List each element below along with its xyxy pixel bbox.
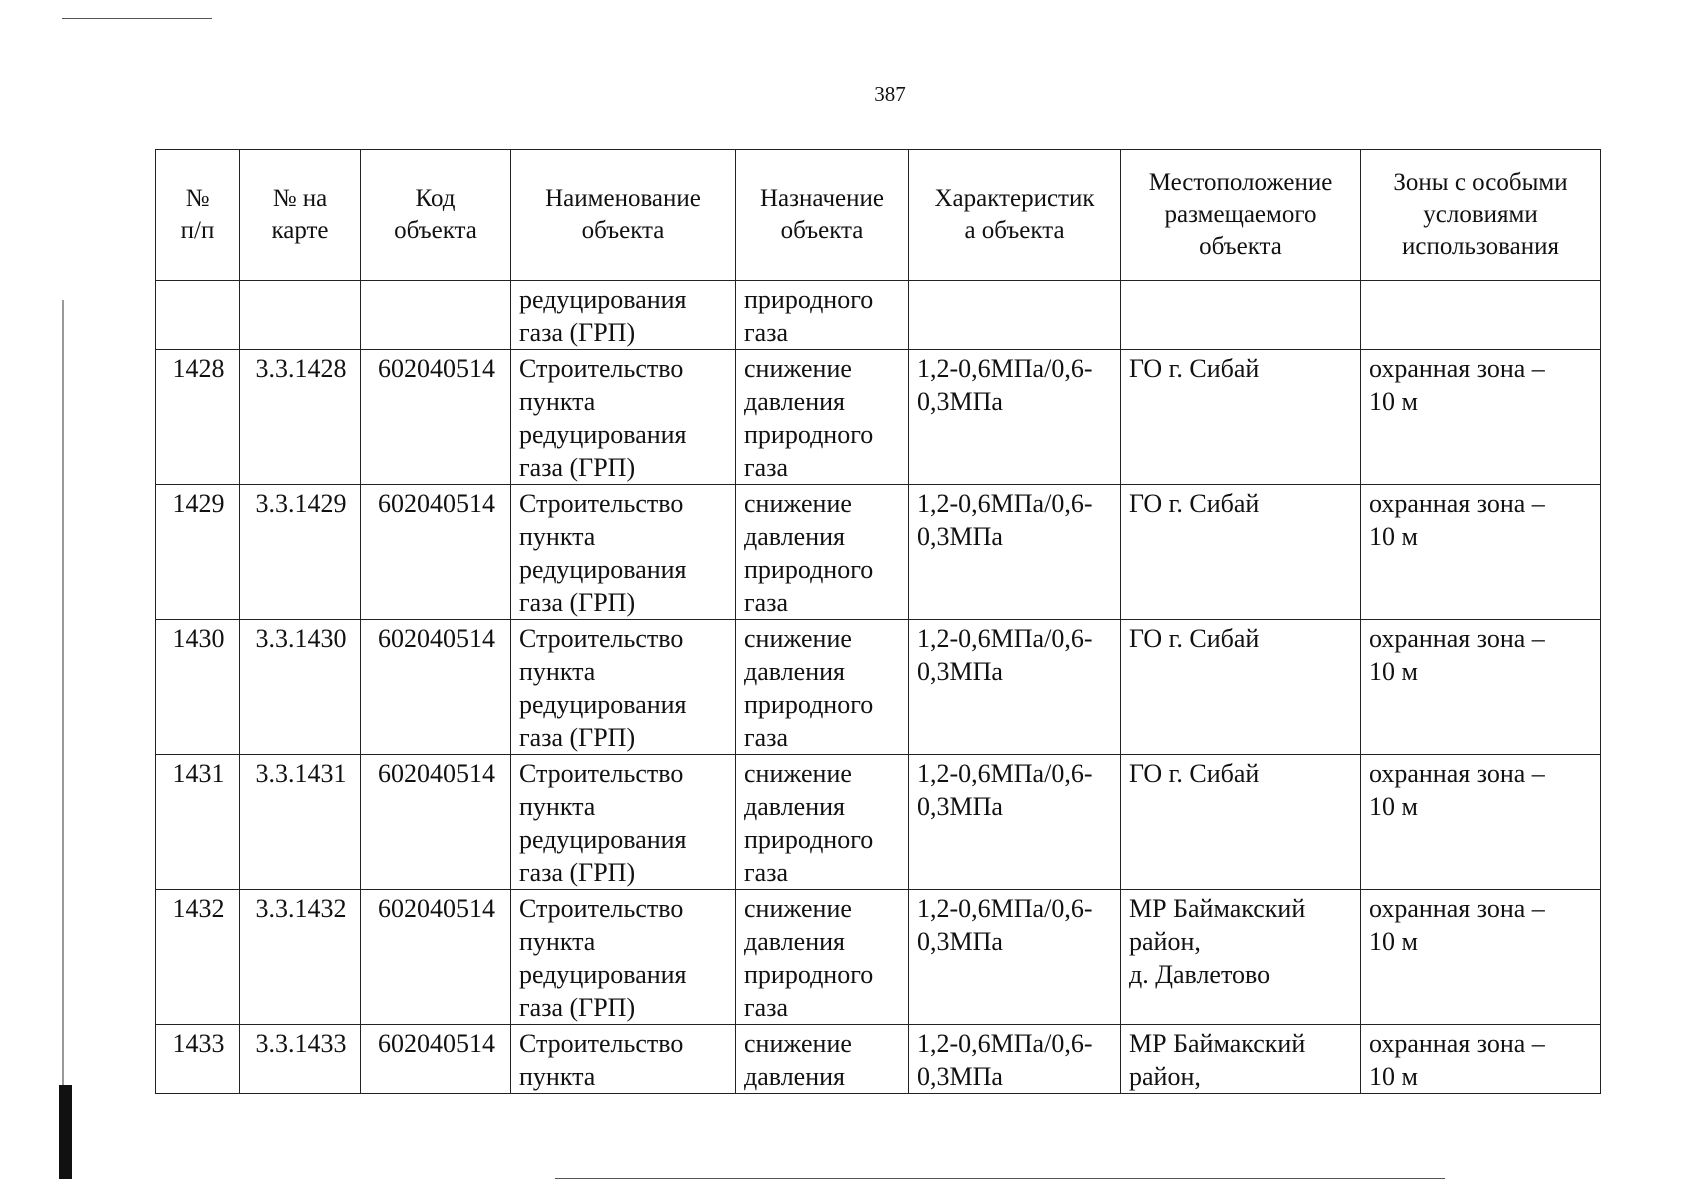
cell-line: редуцирования <box>519 960 687 989</box>
scan-edge-line <box>62 18 212 19</box>
cell-line: природного <box>744 285 874 314</box>
cell-number: 1429 <box>156 485 240 620</box>
header-line: объекта <box>780 217 864 244</box>
cell-line: газа <box>744 318 789 347</box>
cell-line: природного <box>744 420 874 449</box>
cell-location <box>1121 281 1361 350</box>
header-object-purpose <box>736 150 909 281</box>
cell-line: Строительство <box>519 894 684 923</box>
header-line: Зоны с особыми <box>1393 169 1568 196</box>
cell-line: природного <box>744 690 874 719</box>
cell-line: природного <box>744 825 874 854</box>
table-row <box>156 350 1601 485</box>
header-line: № <box>185 185 210 212</box>
cell-line: 0,3МПа <box>917 927 1003 956</box>
cell-line: ГО г. Сибай <box>1129 489 1260 518</box>
cell-location <box>1121 1025 1361 1094</box>
cell-line: Строительство <box>519 354 684 383</box>
cell-characteristic <box>909 755 1121 890</box>
cell-line: пункта <box>519 927 596 956</box>
cell-zone <box>1361 755 1601 890</box>
header-line: карте <box>271 217 329 244</box>
cell-zone <box>1361 485 1601 620</box>
cell-line: 1,2-0,6МПа/0,6- <box>917 759 1093 788</box>
cell-line: 10 м <box>1369 657 1418 686</box>
cell-zone <box>1361 620 1601 755</box>
cell-line: снижение <box>744 894 852 923</box>
cell-line: газа (ГРП) <box>519 993 636 1022</box>
cell-purpose <box>736 350 909 485</box>
cell-characteristic <box>909 281 1121 350</box>
cell-name <box>511 755 736 890</box>
cell-line: снижение <box>744 489 852 518</box>
cell-zone <box>1361 350 1601 485</box>
cell-line: снижение <box>744 354 852 383</box>
cell-line: МР Баймакский <box>1129 894 1306 923</box>
cell-line: 1,2-0,6МПа/0,6- <box>917 894 1093 923</box>
cell-line: редуцирования <box>519 420 687 449</box>
cell-line: 10 м <box>1369 387 1418 416</box>
cell-line: Строительство <box>519 624 684 653</box>
cell-location <box>1121 485 1361 620</box>
cell-line: давления <box>744 522 846 551</box>
cell-line: пункта <box>519 387 596 416</box>
cell-code: 602040514 <box>361 1025 511 1094</box>
cell-line: Строительство <box>519 759 684 788</box>
header-line: Характеристик <box>934 185 1095 212</box>
table-header-row <box>156 150 1601 281</box>
header-line: Наименование <box>545 185 701 212</box>
cell-line: газа <box>744 588 789 617</box>
cell-number: 1431 <box>156 755 240 890</box>
header-line: Местоположение <box>1148 169 1333 196</box>
cell-line: редуцирования <box>519 555 687 584</box>
cell-line: природного <box>744 960 874 989</box>
header-object-code <box>361 150 511 281</box>
header-line: объекта <box>581 217 665 244</box>
cell-line: 0,3МПа <box>917 522 1003 551</box>
cell-purpose <box>736 1025 909 1094</box>
cell-purpose <box>736 620 909 755</box>
cell-line: ГО г. Сибай <box>1129 759 1260 788</box>
header-line: п/п <box>180 217 215 244</box>
cell-number: 1430 <box>156 620 240 755</box>
cell-line: охранная зона – <box>1369 489 1545 518</box>
cell-line: район, <box>1129 1062 1201 1091</box>
header-line: использования <box>1402 233 1559 260</box>
cell-zone <box>1361 281 1601 350</box>
cell-line: ГО г. Сибай <box>1129 354 1260 383</box>
cell-number: 1433 <box>156 1025 240 1094</box>
cell-line: пункта <box>519 792 596 821</box>
cell-code <box>361 281 511 350</box>
cell-line: 10 м <box>1369 522 1418 551</box>
cell-line: редуцирования <box>519 690 687 719</box>
cell-location <box>1121 350 1361 485</box>
cell-line: охранная зона – <box>1369 1029 1545 1058</box>
table-row <box>156 485 1601 620</box>
cell-name <box>511 281 736 350</box>
cell-line: Строительство <box>519 1029 684 1058</box>
cell-line: 1,2-0,6МПа/0,6- <box>917 624 1093 653</box>
bottom-rule <box>555 1178 1445 1179</box>
header-object-characteristic <box>909 150 1121 281</box>
cell-characteristic <box>909 890 1121 1025</box>
header-special-zones <box>1361 150 1601 281</box>
cell-line: охранная зона – <box>1369 354 1545 383</box>
cell-zone <box>1361 1025 1601 1094</box>
cell-purpose <box>736 890 909 1025</box>
cell-line: снижение <box>744 1029 852 1058</box>
cell-line: 1,2-0,6МПа/0,6- <box>917 354 1093 383</box>
cell-code: 602040514 <box>361 350 511 485</box>
table-row <box>156 620 1601 755</box>
cell-line: редуцирования <box>519 825 687 854</box>
cell-map-number <box>240 281 361 350</box>
cell-code: 602040514 <box>361 485 511 620</box>
cell-line: газа (ГРП) <box>519 453 636 482</box>
cell-line: редуцирования <box>519 285 687 314</box>
cell-name <box>511 350 736 485</box>
cell-purpose <box>736 755 909 890</box>
cell-code: 602040514 <box>361 890 511 1025</box>
cell-name <box>511 485 736 620</box>
cell-line: пункта <box>519 657 596 686</box>
cell-line: давления <box>744 1062 846 1091</box>
cell-line: снижение <box>744 624 852 653</box>
table-row <box>156 755 1601 890</box>
header-line: объекта <box>1199 233 1282 260</box>
scan-binding-shadow <box>62 300 64 1085</box>
cell-line: газа <box>744 723 789 752</box>
cell-line: 10 м <box>1369 792 1418 821</box>
header-line: а объекта <box>964 217 1065 244</box>
cell-purpose <box>736 485 909 620</box>
cell-line: 0,3МПа <box>917 657 1003 686</box>
header-map-number <box>240 150 361 281</box>
cell-line: газа <box>744 993 789 1022</box>
header-object-location <box>1121 150 1361 281</box>
cell-name <box>511 620 736 755</box>
cell-line: район, <box>1129 927 1201 956</box>
header-line: № на <box>272 185 328 212</box>
cell-code: 602040514 <box>361 755 511 890</box>
cell-line: газа <box>744 453 789 482</box>
cell-location <box>1121 890 1361 1025</box>
cell-line: д. Давлетово <box>1129 960 1271 989</box>
cell-line: газа (ГРП) <box>519 858 636 887</box>
cell-code: 602040514 <box>361 620 511 755</box>
table-row-continuation <box>156 281 1601 350</box>
cell-zone <box>1361 890 1601 1025</box>
cell-map-number: 3.3.1428 <box>240 350 361 485</box>
cell-map-number: 3.3.1430 <box>240 620 361 755</box>
cell-line: давления <box>744 387 846 416</box>
cell-line: газа <box>744 858 789 887</box>
header-line: размещаемого <box>1164 201 1317 228</box>
cell-line: газа (ГРП) <box>519 588 636 617</box>
cell-line: давления <box>744 927 846 956</box>
header-line: условиями <box>1423 201 1538 228</box>
cell-line: пункта <box>519 1062 596 1091</box>
cell-line: газа (ГРП) <box>519 723 636 752</box>
cell-map-number: 3.3.1432 <box>240 890 361 1025</box>
cell-line: МР Баймакский <box>1129 1029 1306 1058</box>
cell-location <box>1121 620 1361 755</box>
cell-line: 10 м <box>1369 927 1418 956</box>
cell-line: 1,2-0,6МПа/0,6- <box>917 1029 1093 1058</box>
cell-line: Строительство <box>519 489 684 518</box>
cell-map-number: 3.3.1433 <box>240 1025 361 1094</box>
cell-number: 1428 <box>156 350 240 485</box>
cell-line: 1,2-0,6МПа/0,6- <box>917 489 1093 518</box>
cell-number: 1432 <box>156 890 240 1025</box>
cell-characteristic <box>909 1025 1121 1094</box>
cell-location <box>1121 755 1361 890</box>
page-number: 387 <box>874 82 906 106</box>
table-row <box>156 1025 1601 1094</box>
cell-line: охранная зона – <box>1369 894 1545 923</box>
scan-binding-bar <box>59 1085 72 1179</box>
cell-line: ГО г. Сибай <box>1129 624 1260 653</box>
cell-line: пункта <box>519 522 596 551</box>
cell-line: снижение <box>744 759 852 788</box>
objects-table <box>155 149 1601 1094</box>
header-object-name <box>511 150 736 281</box>
cell-characteristic <box>909 485 1121 620</box>
cell-number <box>156 281 240 350</box>
cell-line: 0,3МПа <box>917 387 1003 416</box>
header-line: объекта <box>394 217 477 244</box>
cell-line: охранная зона – <box>1369 624 1545 653</box>
header-line: Назначение <box>759 185 885 212</box>
cell-characteristic <box>909 620 1121 755</box>
cell-line: газа (ГРП) <box>519 318 636 347</box>
header-line: Код <box>415 185 456 212</box>
cell-line: 10 м <box>1369 1062 1418 1091</box>
cell-line: 0,3МПа <box>917 1062 1003 1091</box>
cell-line: охранная зона – <box>1369 759 1545 788</box>
cell-name <box>511 890 736 1025</box>
header-number <box>156 150 240 281</box>
cell-line: давления <box>744 657 846 686</box>
cell-line: 0,3МПа <box>917 792 1003 821</box>
cell-map-number: 3.3.1431 <box>240 755 361 890</box>
cell-characteristic <box>909 350 1121 485</box>
cell-line: давления <box>744 792 846 821</box>
cell-line: природного <box>744 555 874 584</box>
cell-name <box>511 1025 736 1094</box>
cell-map-number: 3.3.1429 <box>240 485 361 620</box>
table-row <box>156 890 1601 1025</box>
cell-purpose <box>736 281 909 350</box>
